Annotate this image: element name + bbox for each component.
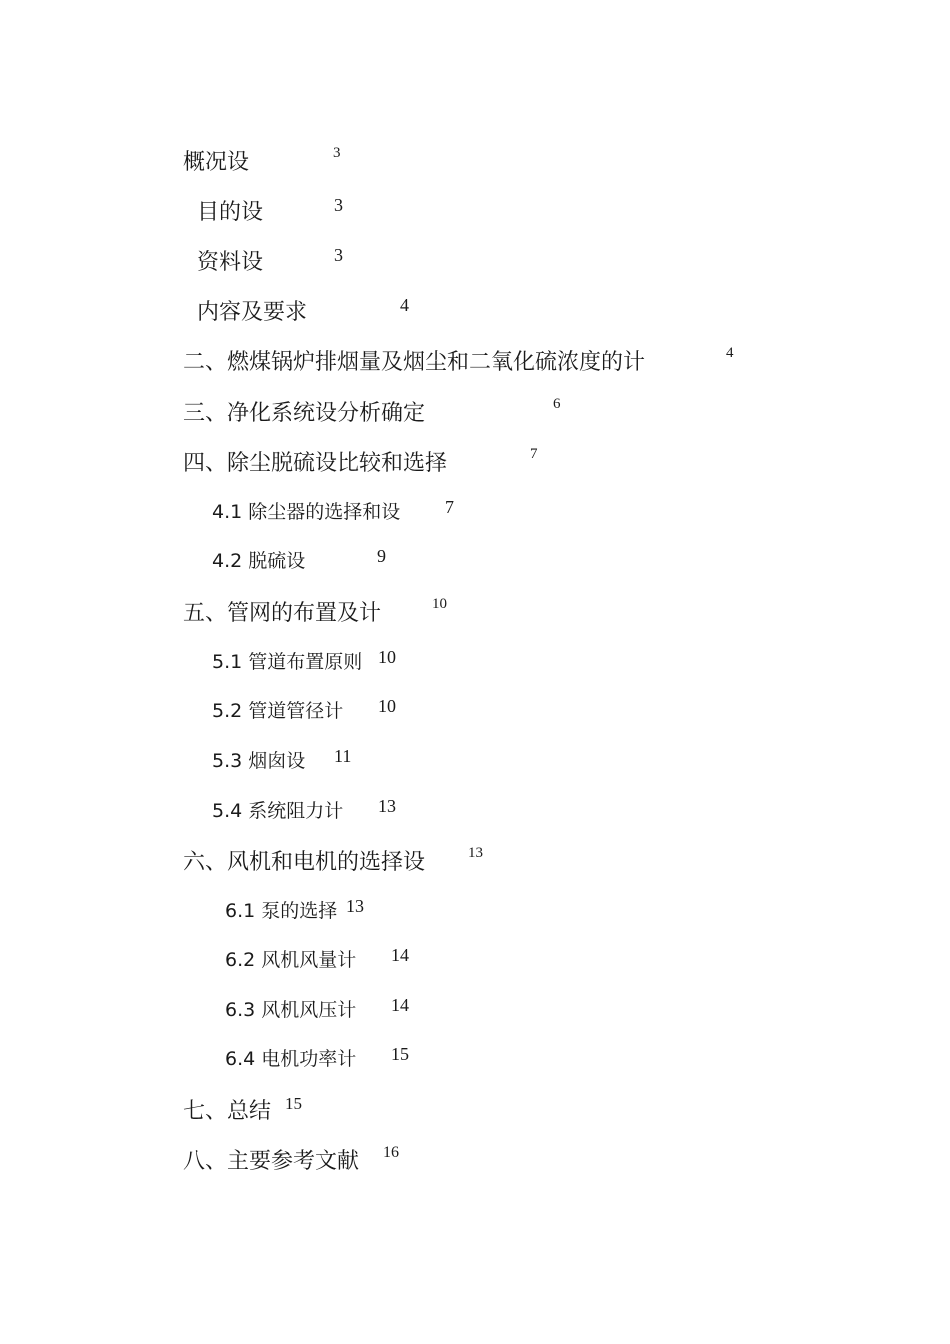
toc-entry-content-requirements[interactable] bbox=[197, 295, 409, 326]
toc-entry-title: 四、除尘脱硫设比较和选择 bbox=[183, 451, 448, 476]
toc-entry-title: 4.2 脱硫设 bbox=[212, 550, 306, 572]
toc-entry-title: 五、管网的布置及计 bbox=[183, 601, 382, 626]
toc-entry-page: 14 bbox=[391, 995, 409, 1015]
toc-entry-title: 6.2 风机风量计 bbox=[225, 949, 357, 971]
toc-entry-purpose[interactable] bbox=[197, 195, 343, 226]
toc-entry-title: 内容及要求 bbox=[197, 300, 308, 325]
toc-entry-title: 5.1 管道布置原则 bbox=[212, 651, 363, 673]
toc-entry-title: 八、主要参考文献 bbox=[183, 1149, 360, 1174]
toc-entry-title: 二、燃煤锅炉排烟量及烟尘和二氧化硫浓度的计 bbox=[183, 350, 646, 375]
toc-entry-section-4[interactable] bbox=[183, 446, 538, 477]
toc-entry-section-6[interactable] bbox=[183, 845, 483, 876]
toc-entry-title: 目的设 bbox=[197, 200, 264, 225]
toc-entry-6-2[interactable] bbox=[225, 945, 409, 972]
toc-entry-page: 3 bbox=[334, 195, 343, 215]
toc-entry-page: 10 bbox=[378, 647, 396, 667]
toc-entry-title: 6.1 泵的选择 bbox=[225, 900, 338, 922]
toc-entry-page: 4 bbox=[726, 345, 734, 361]
toc-entry-4-2[interactable] bbox=[212, 546, 386, 573]
toc-entry-4-1[interactable] bbox=[212, 497, 454, 524]
toc-entry-title: 概况设 bbox=[183, 150, 250, 175]
toc-entry-section-7[interactable] bbox=[183, 1094, 302, 1125]
toc-entry-page: 14 bbox=[391, 945, 409, 965]
toc-entry-page: 16 bbox=[383, 1144, 399, 1161]
toc-entry-title: 七、总结 bbox=[183, 1099, 272, 1124]
toc-entry-title: 6.4 电机功率计 bbox=[225, 1048, 357, 1070]
toc-entry-title: 三、净化系统设分析确定 bbox=[183, 401, 426, 426]
toc-entry-title: 5.4 系统阻力计 bbox=[212, 800, 344, 822]
toc-entry-6-1[interactable] bbox=[225, 896, 364, 923]
toc-entry-overview[interactable] bbox=[183, 145, 341, 176]
toc-entry-page: 10 bbox=[378, 696, 396, 716]
toc-entry-title: 6.3 风机风压计 bbox=[225, 999, 357, 1021]
toc-entry-page: 7 bbox=[445, 497, 454, 517]
toc-entry-page: 3 bbox=[334, 245, 343, 265]
toc-entry-5-4[interactable] bbox=[212, 796, 396, 823]
toc-entry-page: 13 bbox=[378, 796, 396, 816]
toc-entry-materials[interactable] bbox=[197, 245, 343, 276]
toc-entry-page: 15 bbox=[391, 1044, 409, 1064]
toc-entry-6-4[interactable] bbox=[225, 1044, 409, 1071]
toc-entry-page: 4 bbox=[400, 295, 409, 315]
toc-entry-5-1[interactable] bbox=[212, 647, 396, 674]
toc-entry-page: 13 bbox=[346, 896, 364, 916]
toc-entry-page: 9 bbox=[377, 546, 386, 566]
toc-entry-section-2[interactable] bbox=[183, 345, 734, 376]
toc-entry-5-2[interactable] bbox=[212, 696, 396, 723]
toc-entry-title: 5.2 管道管径计 bbox=[212, 700, 344, 722]
toc-entry-page: 3 bbox=[333, 145, 341, 161]
toc-entry-title: 4.1 除尘器的选择和设 bbox=[212, 501, 401, 523]
toc-entry-page: 7 bbox=[530, 446, 538, 462]
toc-entry-section-8[interactable] bbox=[183, 1144, 399, 1175]
toc-entry-page: 11 bbox=[334, 746, 352, 766]
toc-entry-5-3[interactable] bbox=[212, 746, 352, 773]
toc-entry-title: 5.3 烟囱设 bbox=[212, 750, 306, 772]
toc-entry-6-3[interactable] bbox=[225, 995, 409, 1022]
toc-entry-page: 15 bbox=[285, 1094, 302, 1113]
toc-entry-title: 六、风机和电机的选择设 bbox=[183, 850, 426, 875]
toc-entry-page: 13 bbox=[468, 845, 483, 861]
toc-entry-page: 6 bbox=[553, 396, 561, 412]
toc-entry-page: 10 bbox=[432, 596, 447, 612]
toc-entry-section-3[interactable] bbox=[183, 396, 561, 427]
toc-entry-title: 资料设 bbox=[197, 250, 264, 275]
toc-entry-section-5[interactable] bbox=[183, 596, 447, 627]
